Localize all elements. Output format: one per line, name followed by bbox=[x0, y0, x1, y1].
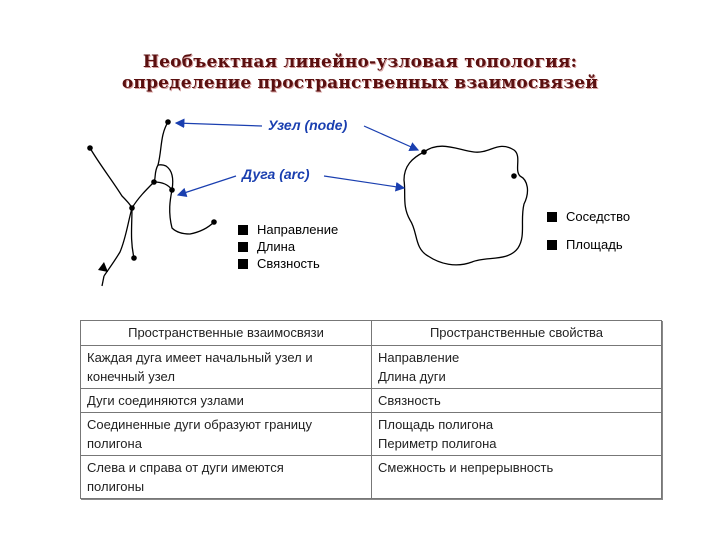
table-row bbox=[81, 413, 662, 456]
cell-line: Длина дуги bbox=[378, 369, 446, 384]
arc bbox=[104, 208, 132, 276]
arc-network bbox=[90, 122, 214, 276]
arc bbox=[154, 122, 168, 182]
bullet-icon bbox=[547, 212, 557, 222]
list-item-label: Направление bbox=[257, 222, 339, 237]
arc bbox=[132, 182, 154, 208]
cell-line: Смежность и непрерывность bbox=[378, 460, 554, 475]
table-row bbox=[81, 346, 662, 389]
table-header-row bbox=[81, 321, 662, 346]
arc bbox=[132, 208, 135, 258]
cell-line: Связность bbox=[378, 393, 441, 408]
column-header: Пространственные взаимосвязи bbox=[81, 321, 372, 346]
cell-line: Соединенные дуги образуют границу bbox=[87, 417, 312, 432]
node-arrow-right bbox=[364, 126, 418, 150]
list-item-label: Площадь bbox=[566, 237, 623, 252]
node bbox=[129, 205, 135, 211]
arc-label: Дуга (arc) bbox=[242, 166, 310, 182]
node bbox=[169, 187, 175, 193]
list-item bbox=[547, 208, 630, 236]
node-arrow-left bbox=[176, 123, 262, 126]
arrow-head-icon bbox=[98, 262, 108, 272]
property-cell bbox=[372, 389, 662, 413]
arc bbox=[158, 165, 173, 190]
list-item bbox=[547, 236, 630, 253]
cell-line: Направление bbox=[378, 350, 460, 365]
relation-cell bbox=[81, 456, 372, 499]
bullet-icon bbox=[547, 240, 557, 250]
title-line-1: Необъектная линейно-узловая топология: bbox=[142, 52, 578, 72]
list-item-label: Связность bbox=[257, 256, 320, 271]
cell-line: Каждая дуга имеет начальный узел и bbox=[87, 350, 313, 365]
table-row bbox=[81, 389, 662, 413]
property-cell bbox=[372, 413, 662, 456]
cell-line: Слева и справа от дуги имеются bbox=[87, 460, 284, 475]
column-header: Пространственные свойства bbox=[372, 321, 662, 346]
bullet-icon bbox=[238, 242, 248, 252]
polygon-properties-list bbox=[547, 208, 630, 253]
node-label: Узел (node) bbox=[268, 117, 348, 133]
cell-line: Площадь полигона bbox=[378, 417, 494, 432]
cell-line: Дуги соединяются узлами bbox=[87, 393, 244, 408]
arc bbox=[90, 148, 132, 208]
table-row bbox=[81, 456, 662, 499]
cell-line: Периметр полигона bbox=[378, 436, 497, 451]
node bbox=[87, 145, 93, 151]
bullet-icon bbox=[238, 225, 248, 235]
arc bbox=[154, 182, 172, 190]
relation-cell bbox=[81, 413, 372, 456]
arc-arrow-left bbox=[178, 176, 236, 195]
list-item bbox=[238, 255, 338, 272]
node bbox=[165, 119, 171, 125]
node bbox=[151, 179, 157, 185]
title-line-2: определение пространственных взаимосвязей bbox=[121, 73, 599, 93]
cell-line: полигоны bbox=[87, 479, 145, 494]
relation-cell bbox=[81, 346, 372, 389]
relations-table bbox=[80, 320, 662, 499]
list-item bbox=[238, 238, 338, 255]
bullet-icon bbox=[238, 259, 248, 269]
line-properties-list bbox=[238, 221, 338, 272]
node bbox=[131, 255, 137, 261]
property-cell bbox=[372, 346, 662, 389]
arc-arrow-right bbox=[324, 176, 404, 188]
node bbox=[511, 173, 517, 179]
cell-line: конечный узел bbox=[87, 369, 175, 384]
cell-line: полигона bbox=[87, 436, 142, 451]
list-item-label: Длина bbox=[257, 239, 296, 254]
polygon-boundary bbox=[404, 146, 527, 265]
relation-cell bbox=[81, 389, 372, 413]
node bbox=[421, 149, 427, 155]
property-cell bbox=[372, 456, 662, 499]
list-item-label: Соседство bbox=[566, 209, 631, 224]
arc bbox=[170, 190, 214, 234]
list-item bbox=[238, 221, 338, 238]
node bbox=[211, 219, 217, 225]
